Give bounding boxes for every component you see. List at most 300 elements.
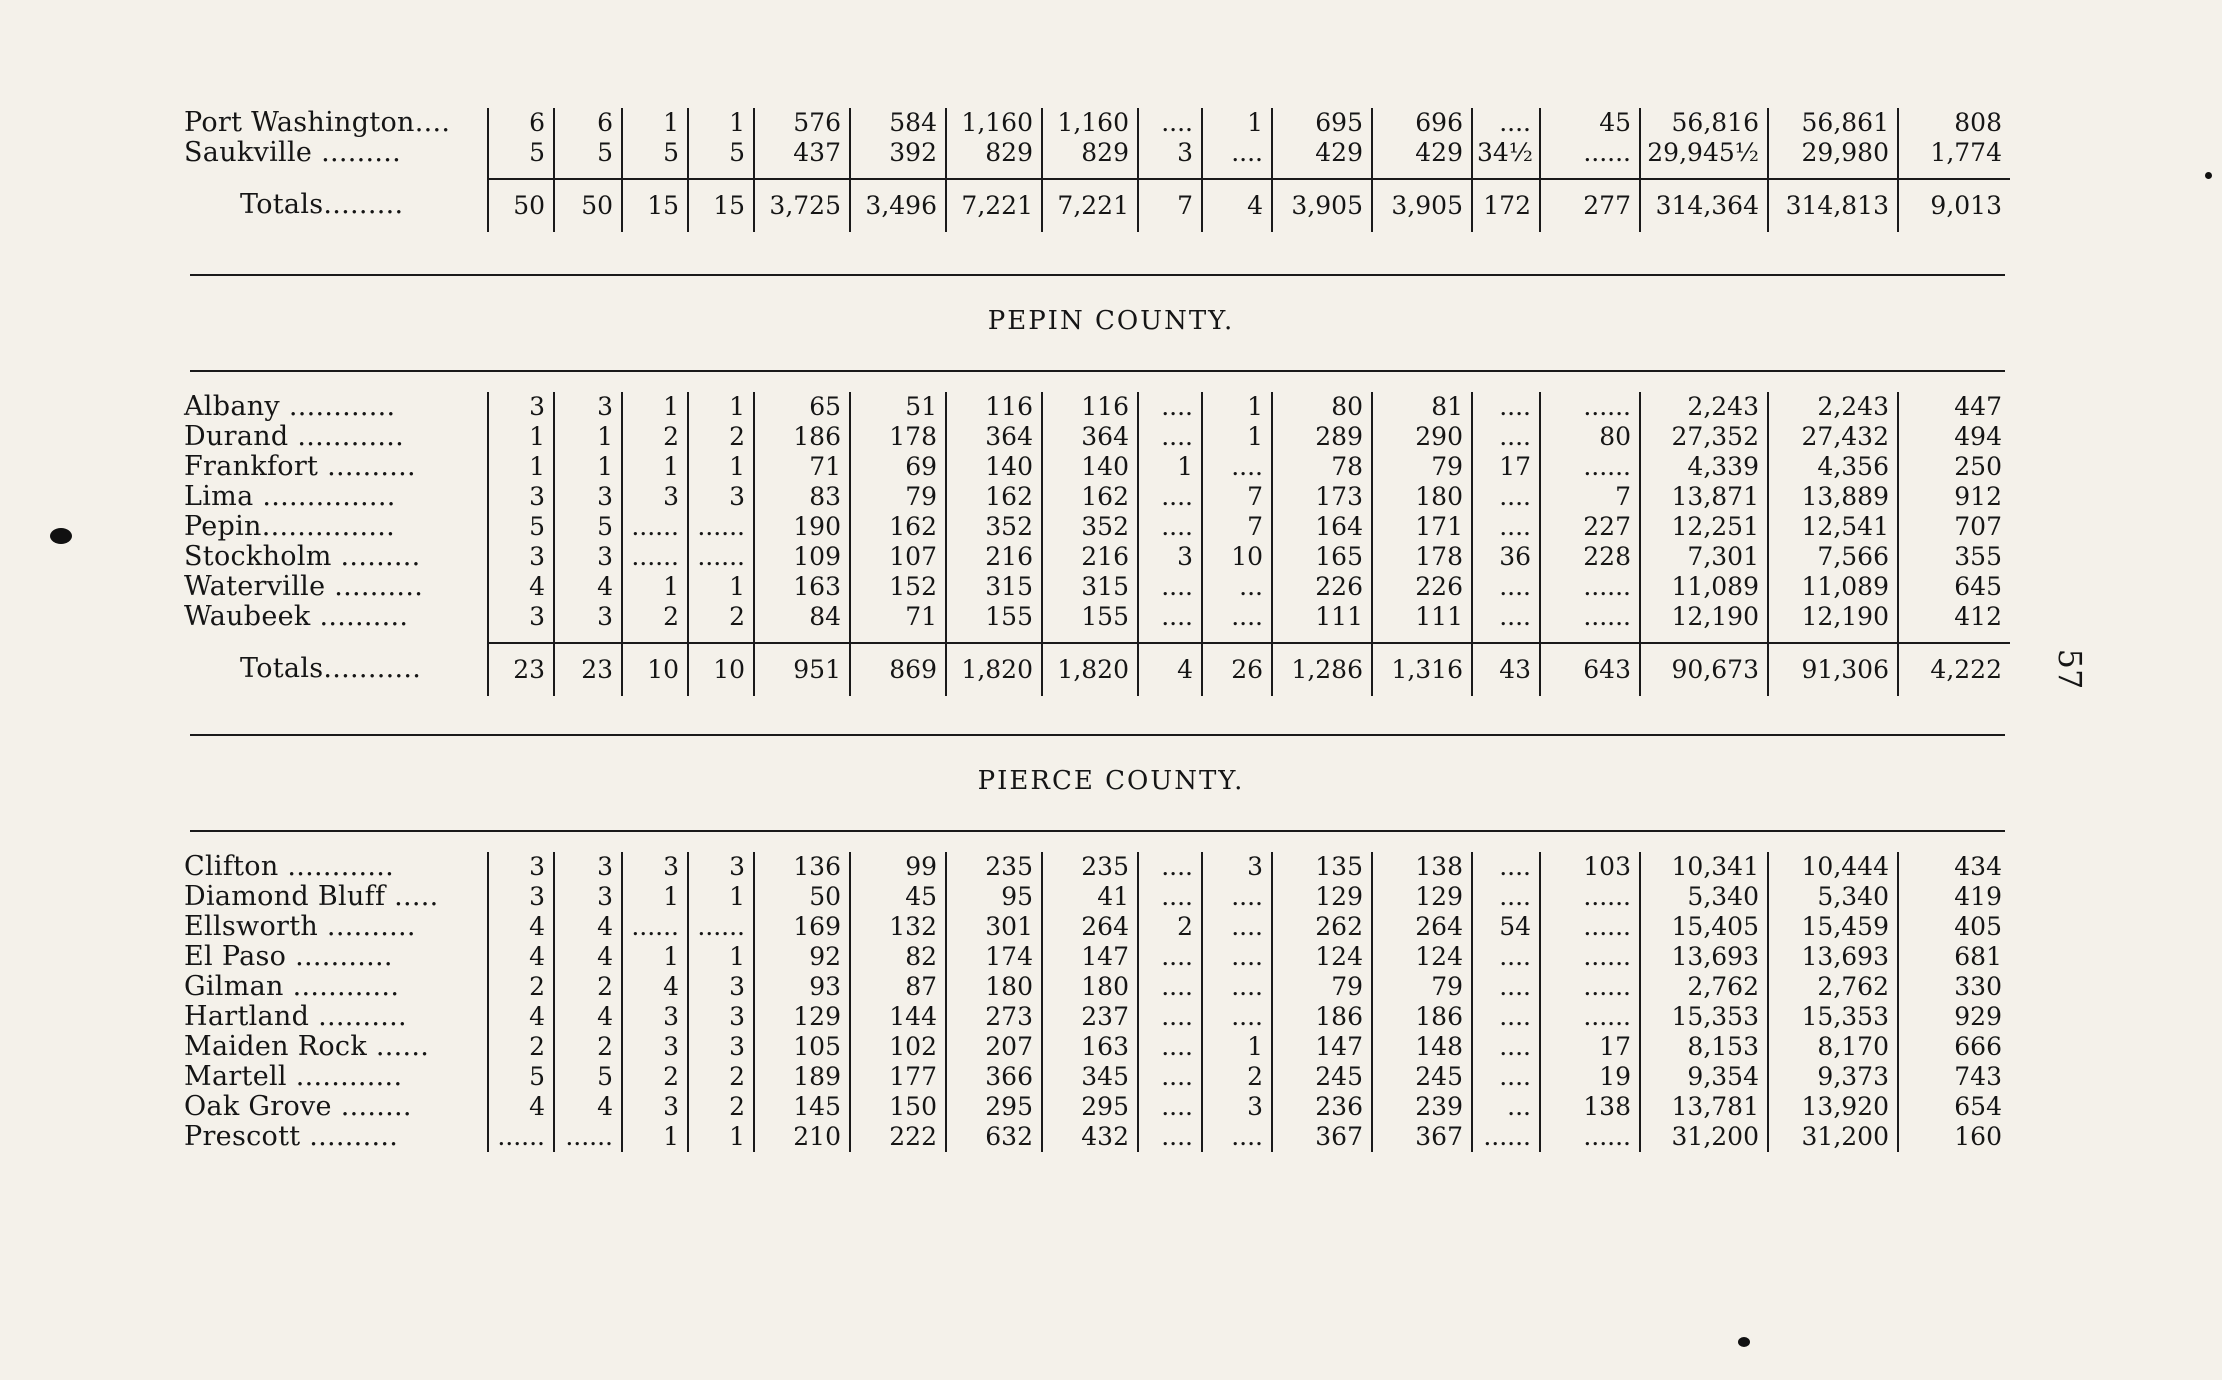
table-cell: 315 [946, 572, 1042, 602]
table-cell: .... [1472, 108, 1540, 138]
town-name: Pepin............... [184, 512, 395, 542]
table-cell: 186 [754, 422, 850, 452]
table-cell: 216 [946, 542, 1042, 572]
table-cell: 3 [488, 852, 554, 882]
table-cell: 5 [622, 138, 688, 168]
table-cell: .... [1138, 108, 1202, 138]
totals-row [180, 179, 2010, 232]
table-cell: 31,200 [1768, 1122, 1898, 1152]
table-cell: 138 [1372, 852, 1472, 882]
table-cell: 162 [850, 512, 946, 542]
table-cell: 707 [1898, 512, 2010, 542]
table-cell: 2 [688, 1092, 754, 1122]
table-cell: 2 [554, 972, 622, 1002]
table-cell: 99 [850, 852, 946, 882]
table-cell: 419 [1898, 882, 2010, 912]
town-name: Durand ............ [184, 422, 404, 452]
table-cell: 189 [754, 1062, 850, 1092]
table-cell: 11,089 [1640, 572, 1768, 602]
section-divider [190, 830, 2005, 832]
table-cell: ... [1202, 572, 1272, 602]
table-cell: 79 [1372, 972, 1472, 1002]
total-cell: 3,496 [850, 179, 946, 232]
table-cell: 7 [1202, 512, 1272, 542]
table-cell: 1 [688, 1122, 754, 1152]
table-cell: 1 [622, 1122, 688, 1152]
table-cell: 447 [1898, 392, 2010, 422]
table-row [180, 1092, 2010, 1122]
table-cell: 4 [488, 1002, 554, 1032]
table-cell: 1 [1202, 422, 1272, 452]
table-cell: .... [1472, 602, 1540, 632]
table-cell: .... [1202, 1122, 1272, 1152]
table-cell: 437 [754, 138, 850, 168]
table-cell: 13,920 [1768, 1092, 1898, 1122]
table-cell: .... [1138, 512, 1202, 542]
total-cell: 1,820 [1042, 643, 1138, 696]
table-row [180, 542, 2010, 572]
table-row [180, 1002, 2010, 1032]
table-cell: 3 [488, 602, 554, 632]
table-cell: 352 [1042, 512, 1138, 542]
table-cell: 912 [1898, 482, 2010, 512]
table-cell: 147 [1042, 942, 1138, 972]
table-cell: .... [1472, 972, 1540, 1002]
table-cell: ...... [688, 512, 754, 542]
table-cell: 111 [1272, 602, 1372, 632]
table-cell: 81 [1372, 392, 1472, 422]
table-cell: 2 [688, 1062, 754, 1092]
table-cell: 3 [554, 482, 622, 512]
table-cell: 4 [488, 912, 554, 942]
table-cell: ...... [622, 512, 688, 542]
table-cell: .... [1472, 942, 1540, 972]
table-cell: 163 [1042, 1032, 1138, 1062]
town-name: Gilman ............ [184, 972, 400, 1002]
table-cell: 27,432 [1768, 422, 1898, 452]
table-cell: ...... [1540, 912, 1640, 942]
table-cell: 19 [1540, 1062, 1640, 1092]
table-cell: .... [1138, 1032, 1202, 1062]
town-name: Diamond Bluff ..... [184, 882, 439, 912]
table-cell: 124 [1372, 942, 1472, 972]
table-cell: 4 [554, 1002, 622, 1032]
table-cell: 1 [1202, 392, 1272, 422]
town-name: Albany ............ [184, 392, 396, 422]
table-cell: 51 [850, 392, 946, 422]
table-cell: ...... [554, 1122, 622, 1152]
table-cell: 3 [688, 482, 754, 512]
table-cell: ... [1472, 1092, 1540, 1122]
table-cell: 1 [688, 882, 754, 912]
table-cell: .... [1202, 138, 1272, 168]
table-cell: 829 [946, 138, 1042, 168]
table-cell: .... [1138, 852, 1202, 882]
table-cell: 3 [554, 602, 622, 632]
total-cell: 15 [688, 179, 754, 232]
table-cell: 29,945½ [1640, 138, 1768, 168]
table-cell: 92 [754, 942, 850, 972]
table-cell: 7 [1540, 482, 1640, 512]
table-cell: 355 [1898, 542, 2010, 572]
total-cell: 277 [1540, 179, 1640, 232]
page-number: 57 [2051, 648, 2089, 690]
table-row [180, 512, 2010, 542]
town-name: Martell ............ [184, 1062, 403, 1092]
table-row [180, 852, 2010, 882]
table-cell: 71 [850, 602, 946, 632]
table-cell: 10,341 [1640, 852, 1768, 882]
table-cell: 78 [1272, 452, 1372, 482]
table-cell: 367 [1372, 1122, 1472, 1152]
statistics-table [180, 852, 2010, 1152]
table-cell: 3 [554, 852, 622, 882]
table-cell: 1 [688, 452, 754, 482]
table-cell: 79 [1272, 972, 1372, 1002]
table-cell: 132 [850, 912, 946, 942]
table-cell: 136 [754, 852, 850, 882]
table-cell: 237 [1042, 1002, 1138, 1032]
table-row [180, 882, 2010, 912]
total-cell: 7,221 [1042, 179, 1138, 232]
table-cell: 186 [1372, 1002, 1472, 1032]
table-cell: .... [1138, 422, 1202, 452]
table-cell: 102 [850, 1032, 946, 1062]
table-cell: 3 [488, 392, 554, 422]
table-cell: 5 [488, 138, 554, 168]
table-cell: 11,089 [1768, 572, 1898, 602]
town-name: Saukville ......... [184, 138, 402, 168]
table-cell: 1,160 [946, 108, 1042, 138]
table-cell: 65 [754, 392, 850, 422]
table-cell: .... [1202, 1002, 1272, 1032]
ink-blot [2205, 172, 2212, 179]
table-cell: .... [1202, 972, 1272, 1002]
table-cell: ...... [1540, 138, 1640, 168]
table-cell: 4 [488, 942, 554, 972]
table-cell: 235 [1042, 852, 1138, 882]
table-cell: 405 [1898, 912, 2010, 942]
table-cell: 129 [1272, 882, 1372, 912]
table-cell: 4 [554, 572, 622, 602]
table-cell: 169 [754, 912, 850, 942]
table-row [180, 972, 2010, 1002]
table-cell: 124 [1272, 942, 1372, 972]
table-cell: 41 [1042, 882, 1138, 912]
table-cell: .... [1472, 512, 1540, 542]
table-cell: 273 [946, 1002, 1042, 1032]
table-cell: .... [1138, 1092, 1202, 1122]
table-cell: 1 [1202, 108, 1272, 138]
table-cell: 3 [622, 1092, 688, 1122]
table-row [180, 602, 2010, 632]
totals-label: Totals........... [240, 653, 422, 684]
table-cell: 290 [1372, 422, 1472, 452]
table-cell: .... [1202, 942, 1272, 972]
total-cell: 314,364 [1640, 179, 1768, 232]
table-cell: 3 [488, 482, 554, 512]
table-cell: .... [1138, 1122, 1202, 1152]
rule-row [180, 168, 2010, 179]
table-cell: 330 [1898, 972, 2010, 1002]
table-cell: ...... [688, 912, 754, 942]
table-row [180, 1122, 2010, 1152]
table-cell: 3 [554, 392, 622, 422]
table-cell: 71 [754, 452, 850, 482]
table-cell: 111 [1372, 602, 1472, 632]
table-cell: 264 [1042, 912, 1138, 942]
table-cell: 264 [1372, 912, 1472, 942]
table-cell: 2 [1138, 912, 1202, 942]
table-cell: 3 [688, 972, 754, 1002]
table-cell: 222 [850, 1122, 946, 1152]
table-cell: 129 [1372, 882, 1472, 912]
total-cell: 1,820 [946, 643, 1042, 696]
table-row [180, 422, 2010, 452]
table-cell: 2 [1202, 1062, 1272, 1092]
table-cell: 45 [850, 882, 946, 912]
table-cell: 239 [1372, 1092, 1472, 1122]
table-cell: 4 [554, 1092, 622, 1122]
table-row [180, 452, 2010, 482]
table-cell: 4,339 [1640, 452, 1768, 482]
table-cell: 165 [1272, 542, 1372, 572]
table-row [180, 138, 2010, 168]
table-row [180, 942, 2010, 972]
table-cell: 10 [1202, 542, 1272, 572]
table-cell: 5 [554, 1062, 622, 1092]
table-cell: 10,444 [1768, 852, 1898, 882]
table-cell: 13,871 [1640, 482, 1768, 512]
table-cell: 12,251 [1640, 512, 1768, 542]
table-cell: 4 [488, 572, 554, 602]
table-cell: 216 [1042, 542, 1138, 572]
table-cell: 829 [1042, 138, 1138, 168]
town-name: Hartland .......... [184, 1002, 407, 1032]
table-cell: 12,190 [1768, 602, 1898, 632]
table-cell: 1 [1202, 1032, 1272, 1062]
total-cell: 7 [1138, 179, 1202, 232]
table-cell: 352 [946, 512, 1042, 542]
table-cell: 2,243 [1768, 392, 1898, 422]
table-cell: 227 [1540, 512, 1640, 542]
section-divider [190, 370, 2005, 372]
table-cell: ...... [1472, 1122, 1540, 1152]
table-cell: 1 [1138, 452, 1202, 482]
total-cell: 7,221 [946, 179, 1042, 232]
table-cell: 9,373 [1768, 1062, 1898, 1092]
table-cell: 50 [754, 882, 850, 912]
table-cell: 632 [946, 1122, 1042, 1152]
table-cell: 80 [1540, 422, 1640, 452]
table-cell: 3 [554, 882, 622, 912]
table-cell: 226 [1372, 572, 1472, 602]
table-cell: 13,889 [1768, 482, 1898, 512]
section-pierce-county [180, 852, 2020, 1152]
table-cell: 3 [622, 1002, 688, 1032]
table-cell: 1 [488, 452, 554, 482]
table-cell: 173 [1272, 482, 1372, 512]
table-cell: 2 [554, 1032, 622, 1062]
table-cell: 145 [754, 1092, 850, 1122]
table-cell: 147 [1272, 1032, 1372, 1062]
table-cell: 34½ [1472, 138, 1540, 168]
table-cell: 236 [1272, 1092, 1372, 1122]
rule-row [180, 632, 2010, 643]
table-cell: 654 [1898, 1092, 2010, 1122]
table-cell: 345 [1042, 1062, 1138, 1092]
total-cell: 3,725 [754, 179, 850, 232]
totals-row [180, 643, 2010, 696]
town-name: Waubeek .......... [184, 602, 409, 632]
table-cell: 148 [1372, 1032, 1472, 1062]
town-name: Prescott .......... [184, 1122, 399, 1152]
table-cell: 1 [554, 452, 622, 482]
table-cell: 150 [850, 1092, 946, 1122]
table-cell: 1 [688, 942, 754, 972]
table-cell: 743 [1898, 1062, 2010, 1092]
total-cell: 1,316 [1372, 643, 1472, 696]
table-cell: 116 [946, 392, 1042, 422]
table-cell: 366 [946, 1062, 1042, 1092]
table-cell: .... [1472, 482, 1540, 512]
table-cell: 56,861 [1768, 108, 1898, 138]
table-cell: .... [1138, 602, 1202, 632]
table-cell: 4 [488, 1092, 554, 1122]
table-cell: 3 [1202, 852, 1272, 882]
table-cell: 1,160 [1042, 108, 1138, 138]
table-cell: .... [1472, 882, 1540, 912]
table-cell: 45 [1540, 108, 1640, 138]
table-cell: 432 [1042, 1122, 1138, 1152]
table-cell: 31,200 [1640, 1122, 1768, 1152]
table-cell: 5,340 [1640, 882, 1768, 912]
table-cell: 666 [1898, 1032, 2010, 1062]
table-cell: 2 [488, 972, 554, 1002]
table-row [180, 392, 2010, 422]
table-cell: .... [1472, 1002, 1540, 1032]
table-cell: 82 [850, 942, 946, 972]
table-cell: 929 [1898, 1002, 2010, 1032]
table-cell: 5 [488, 1062, 554, 1092]
table-cell: 79 [1372, 452, 1472, 482]
table-cell: 228 [1540, 542, 1640, 572]
table-cell: .... [1202, 912, 1272, 942]
ink-blot [50, 528, 72, 544]
total-cell: 3,905 [1272, 179, 1372, 232]
table-cell: 144 [850, 1002, 946, 1032]
table-cell: 17 [1540, 1032, 1640, 1062]
table-cell: 2,762 [1768, 972, 1898, 1002]
table-cell: 301 [946, 912, 1042, 942]
table-cell: 576 [754, 108, 850, 138]
table-cell: 1,774 [1898, 138, 2010, 168]
town-name: Ellsworth .......... [184, 912, 416, 942]
table-cell: 584 [850, 108, 946, 138]
table-cell: 103 [1540, 852, 1640, 882]
table-cell: 155 [1042, 602, 1138, 632]
table-cell: .... [1472, 572, 1540, 602]
county-heading-pepin: PEPIN COUNTY. [987, 306, 1235, 336]
table-cell: 645 [1898, 572, 2010, 602]
table-row [180, 572, 2010, 602]
table-cell: 367 [1272, 1122, 1372, 1152]
table-row [180, 1032, 2010, 1062]
table-cell: .... [1202, 452, 1272, 482]
table-cell: 392 [850, 138, 946, 168]
town-name: El Paso ........... [184, 942, 393, 972]
table-cell: 2 [622, 1062, 688, 1092]
table-cell: ...... [1540, 572, 1640, 602]
table-cell: 15,353 [1640, 1002, 1768, 1032]
town-name: Waterville .......... [184, 572, 424, 602]
table-cell: 3 [554, 542, 622, 572]
table-cell: 9,354 [1640, 1062, 1768, 1092]
table-cell: 7 [1202, 482, 1272, 512]
table-cell: 4,356 [1768, 452, 1898, 482]
ink-blot [1738, 1337, 1750, 1347]
table-cell: 5 [554, 138, 622, 168]
table-cell: 3 [1202, 1092, 1272, 1122]
table-cell: 69 [850, 452, 946, 482]
total-cell: 50 [488, 179, 554, 232]
table-cell: .... [1138, 972, 1202, 1002]
table-cell: 129 [754, 1002, 850, 1032]
table-cell: 1 [622, 942, 688, 972]
table-cell: 1 [488, 422, 554, 452]
table-cell: 17 [1472, 452, 1540, 482]
table-cell: ...... [1540, 1002, 1640, 1032]
table-cell: 160 [1898, 1122, 2010, 1152]
table-cell: 5 [554, 512, 622, 542]
table-cell: 2 [688, 602, 754, 632]
table-cell: 2,243 [1640, 392, 1768, 422]
table-cell: 412 [1898, 602, 2010, 632]
table-cell: ...... [1540, 392, 1640, 422]
table-cell: 3 [622, 1032, 688, 1062]
section-pepin-county [180, 392, 2020, 696]
table-cell: 696 [1372, 108, 1472, 138]
table-cell: 3 [1138, 138, 1202, 168]
table-cell: .... [1202, 602, 1272, 632]
total-cell: 50 [554, 179, 622, 232]
table-cell: 2,762 [1640, 972, 1768, 1002]
table-cell: 429 [1272, 138, 1372, 168]
table-cell: 1 [554, 422, 622, 452]
table-cell: ...... [488, 1122, 554, 1152]
table-cell: 105 [754, 1032, 850, 1062]
table-cell: 364 [946, 422, 1042, 452]
town-name: Frankfort .......... [184, 452, 416, 482]
table-cell: .... [1472, 422, 1540, 452]
table-cell: 180 [946, 972, 1042, 1002]
total-cell: 1,286 [1272, 643, 1372, 696]
table-cell: 163 [754, 572, 850, 602]
table-cell: ...... [1540, 452, 1640, 482]
table-cell: 12,541 [1768, 512, 1898, 542]
table-cell: 107 [850, 542, 946, 572]
table-cell: 295 [946, 1092, 1042, 1122]
town-name: Maiden Rock ...... [184, 1032, 430, 1062]
table-cell: 262 [1272, 912, 1372, 942]
table-cell: 5,340 [1768, 882, 1898, 912]
table-cell: 15,353 [1768, 1002, 1898, 1032]
table-cell: 180 [1372, 482, 1472, 512]
table-cell: 3 [688, 852, 754, 882]
table-cell: 434 [1898, 852, 2010, 882]
table-row [180, 1062, 2010, 1092]
total-cell: 10 [622, 643, 688, 696]
